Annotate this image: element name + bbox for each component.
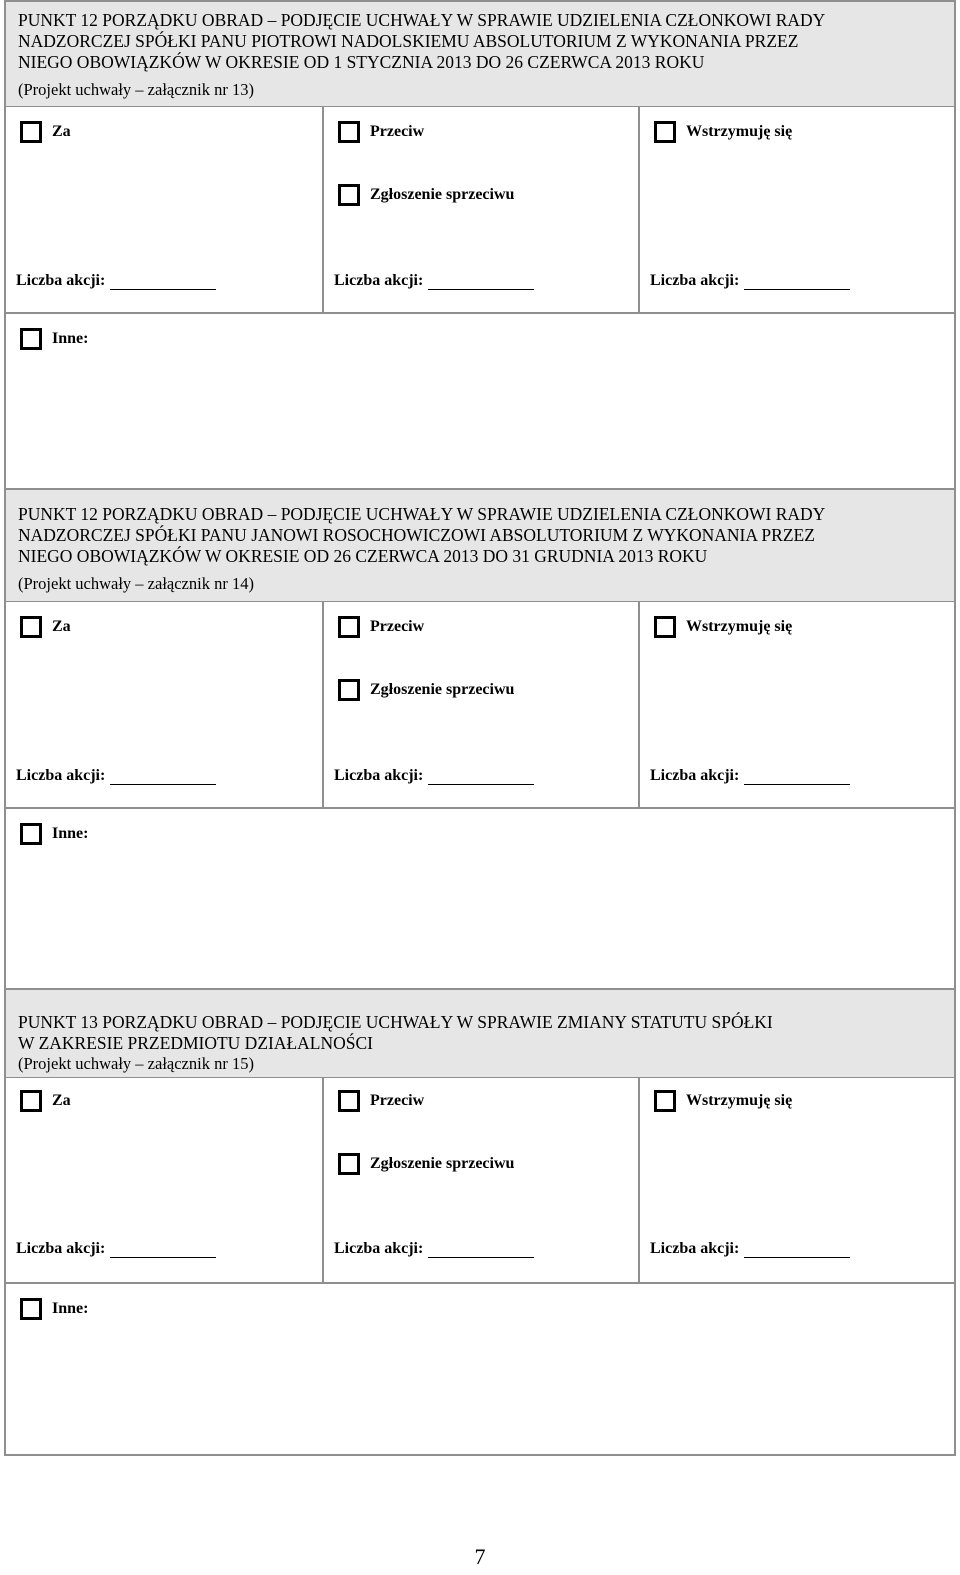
option-label: Przeciw: [370, 123, 425, 140]
option-abstain[interactable]: [654, 1090, 792, 1112]
checkbox-icon[interactable]: [20, 616, 42, 638]
option-abstain[interactable]: [654, 616, 792, 638]
vote-column-against: [322, 602, 638, 807]
option-label: Za: [52, 618, 71, 635]
option-label: Przeciw: [370, 618, 425, 635]
other-area: [6, 1284, 954, 1454]
share-count-field[interactable]: [334, 272, 534, 290]
vote-row: [6, 602, 954, 809]
section-header: [6, 2, 954, 107]
option-label: Zgłoszenie sprzeciwu: [370, 1155, 515, 1172]
checkbox-icon[interactable]: [338, 1090, 360, 1112]
checkbox-icon[interactable]: [338, 679, 360, 701]
checkbox-icon[interactable]: [20, 1298, 42, 1320]
share-count-field[interactable]: [650, 767, 850, 785]
resolution-section-15: [4, 988, 956, 1456]
other-area: [6, 314, 954, 484]
share-count-field[interactable]: [16, 1240, 216, 1258]
resolution-section-14: [4, 488, 956, 990]
vote-column-abstain: [638, 107, 954, 312]
vote-column-for: [6, 107, 322, 312]
option-for[interactable]: [20, 121, 71, 143]
section-title: [18, 10, 942, 73]
option-label: Inne:: [52, 330, 89, 347]
option-label: Inne:: [52, 1300, 89, 1317]
option-other[interactable]: [20, 1298, 88, 1320]
count-input-line[interactable]: [110, 770, 216, 785]
share-count-field[interactable]: [334, 767, 534, 785]
share-count-field[interactable]: [650, 272, 850, 290]
vote-column-for: [6, 602, 322, 807]
count-input-line[interactable]: [428, 275, 534, 290]
checkbox-icon[interactable]: [20, 328, 42, 350]
section-header: [6, 990, 954, 1078]
checkbox-icon[interactable]: [338, 1153, 360, 1175]
option-against[interactable]: [338, 616, 424, 638]
option-label: Za: [52, 1092, 71, 1109]
project-reference: (Projekt uchwały – załącznik nr 15): [18, 1054, 254, 1073]
vote-column-against: [322, 107, 638, 312]
page-number: 7: [474, 1544, 486, 1569]
title-line: NADZORCZEJ SPÓŁKI PANU PIOTROWI NADOLSKIEMU ABSOLUTORIUM Z WYKONANIA PRZEZ: [18, 31, 799, 51]
count-input-line[interactable]: [110, 275, 216, 290]
title-line: PUNKT 12 PORZĄDKU OBRAD – PODJĘCIE UCHWAŁY W SPRAWIE UDZIELENIA CZŁONKOWI RADY: [18, 504, 826, 524]
section-title: [18, 504, 942, 567]
checkbox-icon[interactable]: [20, 1090, 42, 1112]
vote-row: [6, 107, 954, 314]
share-count-field[interactable]: [650, 1240, 850, 1258]
option-for[interactable]: [20, 1090, 71, 1112]
checkbox-icon[interactable]: [654, 1090, 676, 1112]
resolution-section-13: [4, 0, 956, 490]
count-label: Liczba akcji:: [334, 767, 424, 784]
share-count-field[interactable]: [16, 767, 216, 785]
title-line: NIEGO OBOWIĄZKÓW W OKRESIE OD 26 CZERWCA 2013 DO 31 GRUDNIA 2013 ROKU: [18, 546, 708, 566]
option-label: Przeciw: [370, 1092, 425, 1109]
count-label: Liczba akcji:: [16, 272, 106, 289]
option-objection[interactable]: [338, 184, 514, 206]
count-input-line[interactable]: [428, 1243, 534, 1258]
checkbox-icon[interactable]: [654, 616, 676, 638]
count-input-line[interactable]: [744, 275, 850, 290]
title-line: NIEGO OBOWIĄZKÓW W OKRESIE OD 1 STYCZNIA 2013 DO 26 CZERWCA 2013 ROKU: [18, 52, 705, 72]
option-against[interactable]: [338, 121, 424, 143]
count-label: Liczba akcji:: [650, 767, 740, 784]
checkbox-icon[interactable]: [338, 121, 360, 143]
count-label: Liczba akcji:: [16, 1240, 106, 1257]
title-line: PUNKT 13 PORZĄDKU OBRAD – PODJĘCIE UCHWAŁY W SPRAWIE ZMIANY STATUTU SPÓŁKI: [18, 1012, 773, 1032]
option-label: Za: [52, 123, 71, 140]
option-other[interactable]: [20, 823, 88, 845]
option-label: Wstrzymuję się: [686, 123, 793, 140]
option-label: Zgłoszenie sprzeciwu: [370, 186, 515, 203]
option-label: Wstrzymuję się: [686, 1092, 793, 1109]
option-against[interactable]: [338, 1090, 424, 1112]
title-line: NADZORCZEJ SPÓŁKI PANU JANOWI ROSOCHOWICZOWI ABSOLUTORIUM Z WYKONANIA PRZEZ: [18, 525, 815, 545]
vote-column-against: [322, 1078, 638, 1282]
count-input-line[interactable]: [744, 1243, 850, 1258]
option-other[interactable]: [20, 328, 88, 350]
option-objection[interactable]: [338, 679, 514, 701]
vote-column-abstain: [638, 1078, 954, 1282]
option-objection[interactable]: [338, 1153, 514, 1175]
share-count-field[interactable]: [334, 1240, 534, 1258]
other-area: [6, 809, 954, 989]
count-label: Liczba akcji:: [650, 272, 740, 289]
option-for[interactable]: [20, 616, 71, 638]
count-label: Liczba akcji:: [334, 1240, 424, 1257]
option-label: Inne:: [52, 825, 89, 842]
project-reference: (Projekt uchwały – załącznik nr 14): [18, 574, 254, 593]
checkbox-icon[interactable]: [20, 823, 42, 845]
project-reference: (Projekt uchwały – załącznik nr 13): [18, 80, 254, 99]
section-title: [18, 1012, 942, 1054]
title-line: PUNKT 12 PORZĄDKU OBRAD – PODJĘCIE UCHWAŁY W SPRAWIE UDZIELENIA CZŁONKOWI RADY: [18, 10, 826, 30]
share-count-field[interactable]: [16, 272, 216, 290]
count-input-line[interactable]: [428, 770, 534, 785]
vote-column-abstain: [638, 602, 954, 807]
option-label: Zgłoszenie sprzeciwu: [370, 681, 515, 698]
section-header: [6, 490, 954, 602]
count-label: Liczba akcji:: [334, 272, 424, 289]
count-input-line[interactable]: [110, 1243, 216, 1258]
checkbox-icon[interactable]: [338, 616, 360, 638]
count-label: Liczba akcji:: [650, 1240, 740, 1257]
checkbox-icon[interactable]: [338, 184, 360, 206]
title-line: W ZAKRESIE PRZEDMIOTU DZIAŁALNOŚCI: [18, 1033, 373, 1053]
vote-column-for: [6, 1078, 322, 1282]
option-label: Wstrzymuję się: [686, 618, 793, 635]
checkbox-icon[interactable]: [654, 121, 676, 143]
count-label: Liczba akcji:: [16, 767, 106, 784]
checkbox-icon[interactable]: [20, 121, 42, 143]
count-input-line[interactable]: [744, 770, 850, 785]
option-abstain[interactable]: [654, 121, 792, 143]
vote-row: [6, 1078, 954, 1284]
